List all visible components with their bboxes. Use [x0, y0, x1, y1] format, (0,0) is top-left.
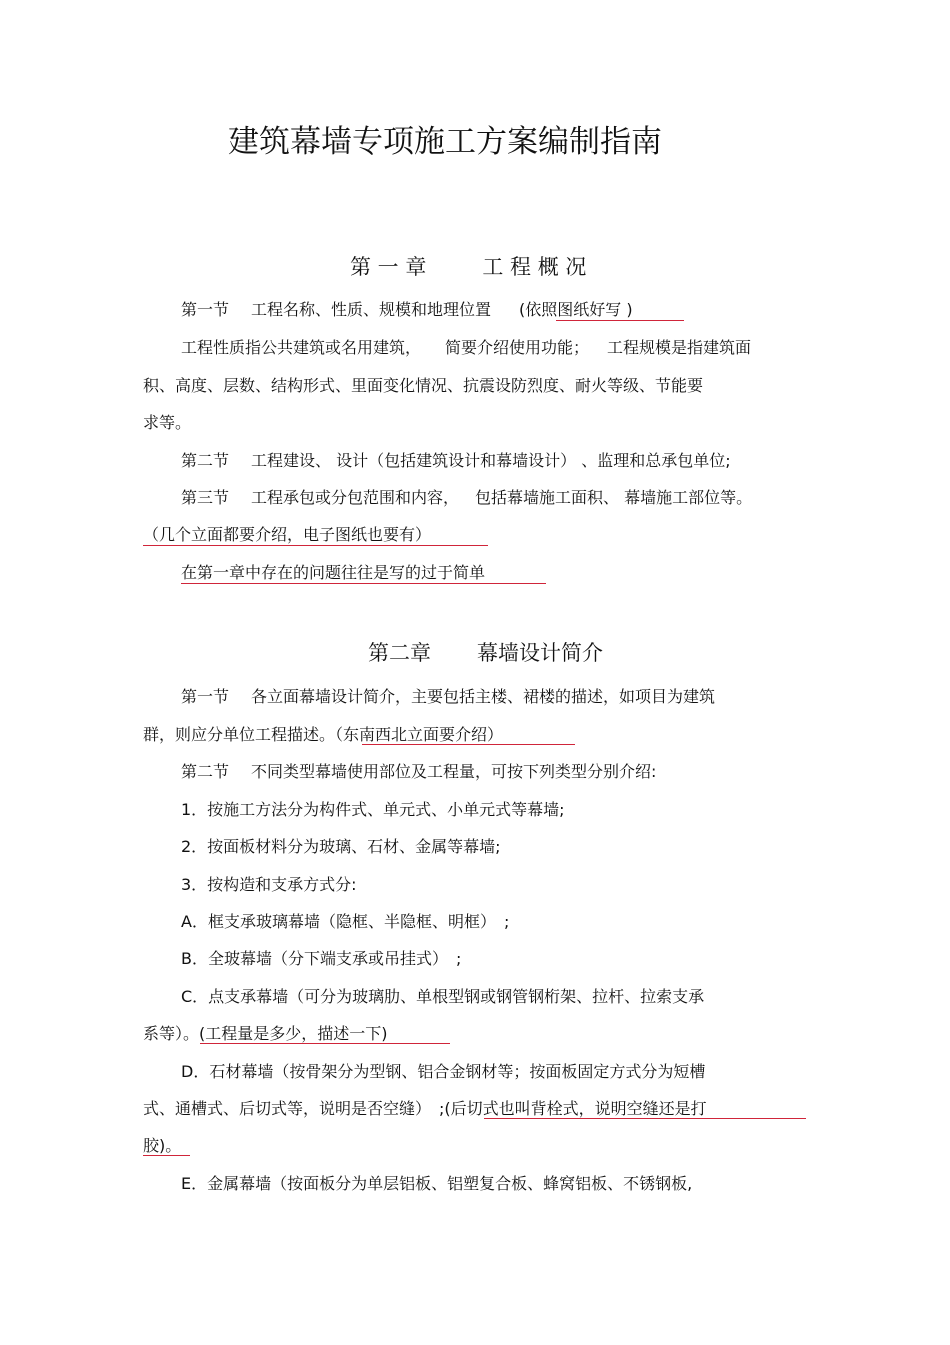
list-item: A．框支承玻璃幕墙（隐框、半隐框、明框） ;: [181, 912, 510, 931]
ch1-section-3: 第三节 工程承包或分包范围和内容， 包括幕墙施工面积、 幕墙施工部位等。: [181, 488, 753, 507]
list-item: 3．按构造和支承方式分:: [181, 875, 357, 894]
chapter-2-name: 幕墙设计简介: [477, 641, 603, 665]
itemD-note: (后切式也叫背栓式，说明空缝还是打: [444, 1099, 707, 1118]
ch1-remark: 在第一章中存在的问题往往是写的过于简单: [181, 563, 486, 582]
red-underline: [143, 1155, 190, 1156]
list-item: D．石材幕墙（按骨架分为型钢、铝合金钢材等；按面板固定方式分为短槽: [181, 1062, 706, 1081]
chapter-1-name: 工 程 概 况: [482, 255, 587, 279]
red-underline: [181, 583, 546, 584]
red-underline: [362, 744, 575, 745]
ch1-section-2: 第二节 工程建设、 设计（包括建筑设计和幕墙设计） 、监理和总承包单位;: [181, 451, 731, 470]
chapter-2-label: 第二章: [368, 641, 431, 665]
chapter-1-label: 第 一 章: [350, 255, 427, 279]
ch1-s3-note: （几个立面都要介绍，电子图纸也要有）: [143, 525, 432, 544]
chapter-1-heading: [350, 252, 586, 282]
list-item: 1．按施工方法分为构件式、单元式、小单元式等幕墙;: [181, 800, 565, 819]
list-item-continued: 式、通槽式、后切式等，说明是否空缝） ;(后切式也叫背栓式，说明空缝还是打: [143, 1099, 707, 1118]
ch2-section-1: 第一节 各立面幕墙设计简介，主要包括主楼、裙楼的描述，如项目为建筑: [181, 687, 716, 706]
itemD-note-cont: 胶)。: [143, 1136, 182, 1155]
list-item: C．点支承幕墙（可分为玻璃肋、单根型钢或钢管钢桁架、拉杆、拉索支承: [181, 987, 705, 1006]
ch2-section-1-line2: 群，则应分单位工程描述。（东南西北立面要介绍）: [143, 725, 504, 744]
red-underline: [556, 320, 684, 321]
red-underline: [484, 1118, 806, 1119]
list-item: 2．按面板材料分为玻璃、石材、金属等幕墙;: [181, 837, 501, 856]
ch1-paragraph-line: 工程性质指公共建筑或名用建筑， 简要介绍使用功能； 工程规模是指建筑面: [181, 338, 752, 357]
list-item: E．金属幕墙（按面板分为单层铝板、铝塑复合板、蜂窝铝板、不锈钢板,: [181, 1174, 693, 1193]
ch1-paragraph-line: 求等。: [143, 413, 192, 432]
red-underline: [143, 545, 488, 546]
ch1-s1-note: (依照图纸好写 ): [519, 300, 633, 319]
list-item-continued: 系等）。(工程量是多少，描述一下): [143, 1024, 388, 1043]
chapter-2-heading: [368, 638, 603, 668]
ch2-section-2: 第二节 不同类型幕墙使用部位及工程量，可按下列类型分别介绍:: [181, 762, 657, 781]
document-title: 建筑幕墙专项施工方案编制指南: [228, 124, 662, 160]
itemC-note: (工程量是多少，描述一下): [199, 1024, 388, 1043]
list-item: B．全玻幕墙（分下端支承或吊挂式） ;: [181, 949, 462, 968]
ch1-section-1: 第一节 工程名称、性质、规模和地理位置 (依照图纸好写 ): [181, 300, 633, 319]
ch1-paragraph-line: 积、高度、层数、结构形式、里面变化情况、抗震设防烈度、耐火等级、节能要: [143, 376, 704, 395]
ch2-s1-note: （东南西北立面要介绍）: [335, 725, 504, 744]
red-underline: [200, 1043, 450, 1044]
